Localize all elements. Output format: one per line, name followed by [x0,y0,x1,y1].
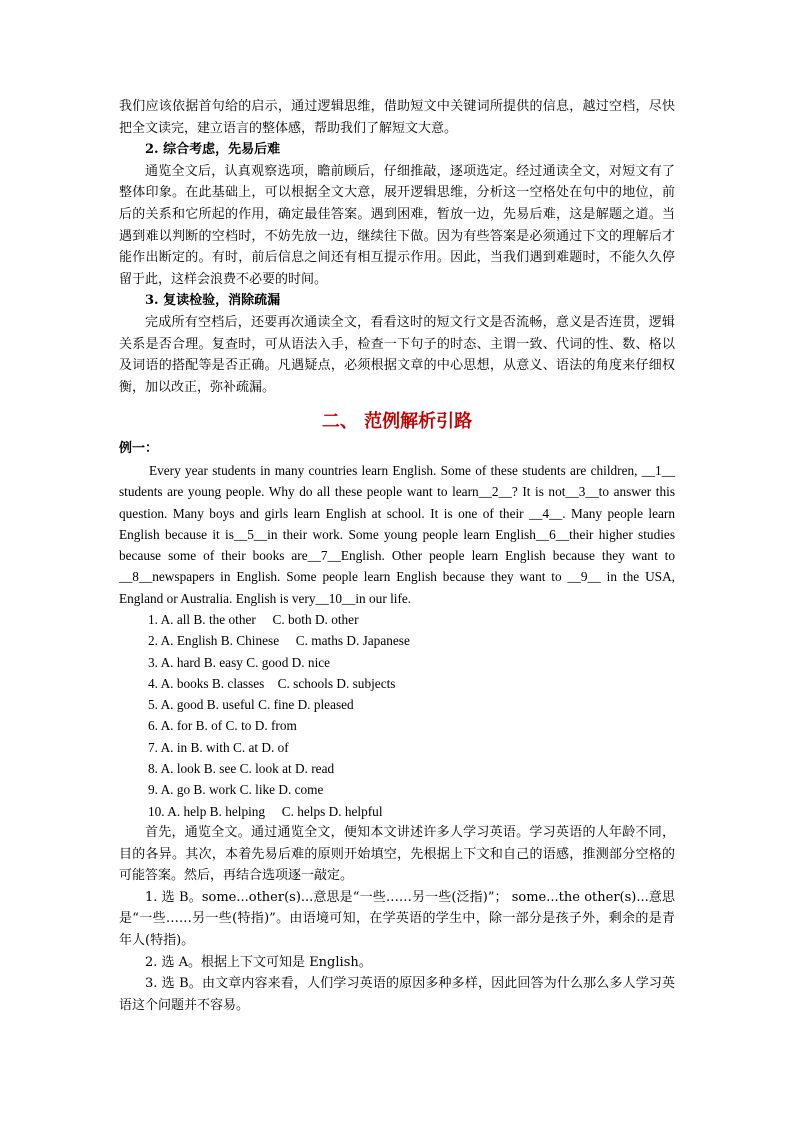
document-page [119,96,675,1016]
example-label: 例一： [119,441,159,457]
section-2-heading: 2. 综合考虑，先易后难 [145,142,281,158]
option-line: 8. A. look B. see C. look at D. read [148,761,335,777]
option-line: 2. A. English B. Chinese C. maths D. Japanese [148,633,410,649]
analysis-intro: 首先，通览全文。通过通览全文，便知本文讲述许多人学习英语。学习英语的人年龄不同，目的各异。其次，本着先易后难的原则开始填空，先根据上下文和自己的语感，推测部分空格的可能答案。然后，再结合选项逐一敲定。 [119,824,675,884]
answer-explanation: 3. 选 B。由文章内容来看，人们学习英语的原因多种多样，因此回答为什么那么多人学习英语这个问题并不容易。 [119,976,675,1013]
intro-paragraph: 我们应该依据首句给的启示，通过逻辑思维，借助短文中关键词所提供的信息，越过空档，尽快把全文读完，建立语言的整体感，帮助我们了解短文大意。 [119,99,675,136]
options-list [119,609,675,822]
option-line: 3. A. hard B. easy C. good D. nice [148,654,331,670]
option-line: 5. A. good B. useful C. fine D. pleased [148,697,354,713]
answer-explanation: 2. 选 A。根据上下文可知是 English。 [145,954,372,970]
cloze-passage: Every year students in many countries learn English. Some of these students are children, __1__ students are young people. Why do all these people want to learn__2__? It is not__3__to answer this question. Many boys and girls learn English at school. It is one of their __4__. Many people learn English because it is__5__in their work. Some young people learn English__6__their higher studies because some of their books are__7__English. Other people learn English because they want to __8__newspapers in English. Some people learn English because they want to __9__ in the USA, England or Australia. English is very__10__in our life. [119,462,675,606]
section-3-text: 完成所有空档后，还要再次通读全文，看看这时的短文行文是否流畅，意义是否连贯，逻辑关系是否合理。复查时，可从语法入手，检查一下句子的时态、主谓一致、代词的性、数、格以及词语的搭配等是否正确。凡遇疑点，必须根据文章的中心思想，从意义、语法的角度来仔细权衡，加以改正，弥补疏漏。 [119,314,675,395]
option-line: 10. A. help B. helping C. helps D. helpful [148,803,383,819]
answer-explanation: 1. 选 B。some...other(s)...意思是“一些……另一些(泛指)”； some...the other(s)...意思是“一些……另一些(特指)”。由语境可知，在学英语的学生中，除一部分是孩子外，剩余的是青年人(特指)。 [119,889,675,948]
section-2-text: 通览全文后，认真观察选项，瞻前顾后，仔细推敲，逐项选定。经过通读全文，对短文有了整体印象。在此基础上，可以根据全文大意，展开逻辑思维，分析这一空格处在句中的地位，前后的关系和它所起的作用，确定最佳答案。遇到困难，暂放一边，先易后难，这是解题之道。当遇到难以判断的空档时，不妨先放一边，继续往下做。因为有些答案是必须通过下文的理解后才能作出断定的。有时，前后信息之间还有相互提示作用。因此，当我们遇到难题时，不能久久停留于此，这样会浪费不必要的时间。 [119,163,675,287]
option-line: 6. A. for B. of C. to D. from [148,718,297,734]
option-line: 4. A. books B. classes C. schools D. subjects [148,675,396,691]
section-title-examples: 二、 范例解析引路 [321,411,473,433]
option-line: 7. A. in B. with C. at D. of [148,739,289,755]
section-3-heading: 3. 复读检验，消除疏漏 [145,293,281,309]
option-line: 1. A. all B. the other C. both D. other [148,611,359,627]
option-line: 9. A. go B. work C. like D. come [148,782,324,798]
